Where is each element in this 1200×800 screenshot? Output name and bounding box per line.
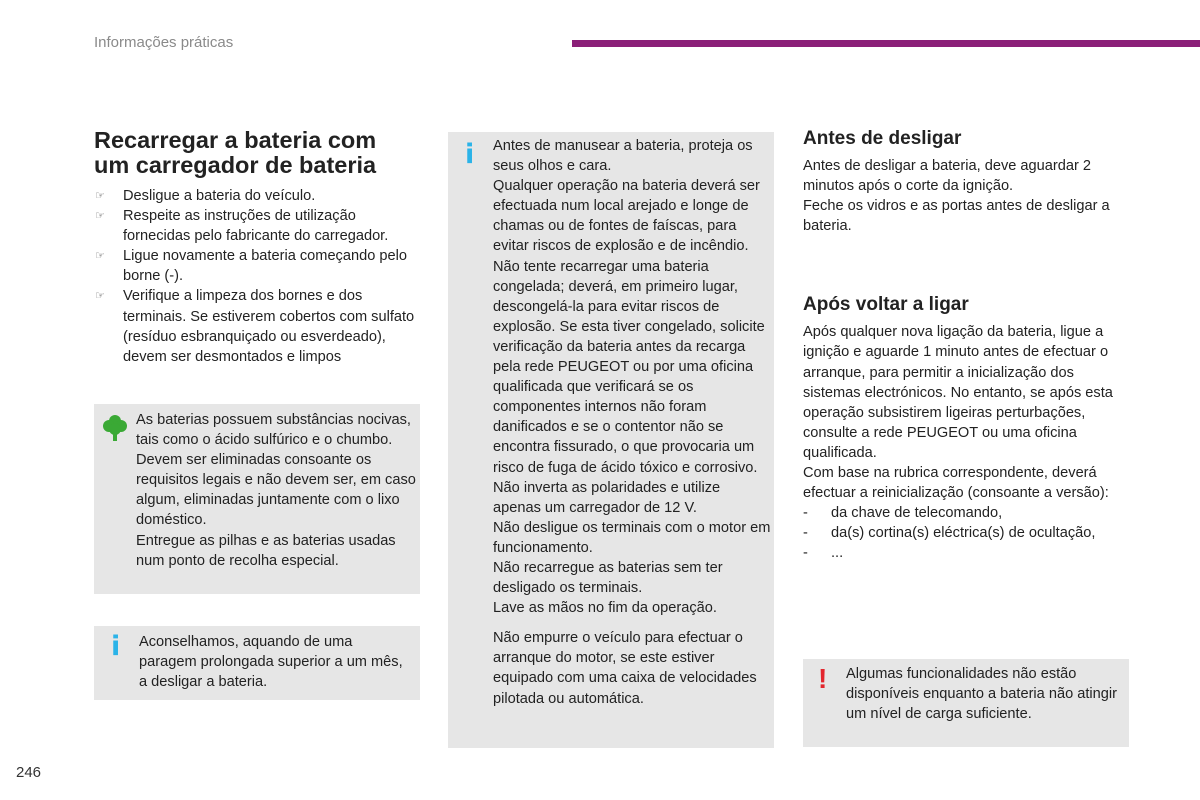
dash-marker: - [803, 505, 808, 522]
header-accent-bar [572, 40, 1200, 47]
safety-paragraph: Não recarregue as baterias sem ter desligado os terminais. [493, 559, 723, 597]
section-label: Informações práticas [94, 34, 234, 51]
list-item [94, 186, 424, 206]
title-line-2: um carregador de bateria [94, 152, 377, 178]
safety-paragraph: Qualquer operação na bateria deverá ser efectuada num local arejado e longe de chamas ou de fontes de faíscas, para evitar riscos de explosão e de incêndio. [493, 178, 760, 255]
safety-paragraph: Não tente recarregar uma bateria congelada; deverá, em primeiro lugar, descongelá-la para evitar riscos de explosão. Se esta tiver congelado, solicite verificação da bateria antes da recarga pela rede PEUGEOT ou por uma oficina qualificada que verificará se os componentes internos não foram danificados e se o contentor não se encontra fissurado, o que provocaria um risco de fuga de ácido tóxico e corrosivo. [493, 258, 765, 476]
safety-paragraph: Lave as mãos no fim da operação. [493, 600, 717, 617]
environment-note-text: As baterias possuem substâncias nocivas, tais como o ácido sulfúrico e o chumbo. Devem ser eliminadas consoante os requisitos legais e não devem ser, em caso algum, eliminadas juntamente com o lixo doméstico. [136, 412, 416, 529]
info-note-box [94, 626, 420, 700]
pointing-hand-icon: ☞ [95, 290, 105, 303]
pointing-hand-icon: ☞ [95, 210, 105, 223]
safety-paragraph: Não desligue os terminais com o motor em funcionamento. [493, 519, 771, 556]
title-line-1: Recarregar a bateria com [94, 127, 377, 153]
list-item-text: Verifique a limpeza dos bornes e dos terminais. Se estiverem cobertos com sulfato (resíduo esbranquiçado ou esverdeado), devem ser desmontados e limpos [123, 288, 415, 365]
pointing-hand-icon: ☞ [95, 190, 105, 202]
section-heading-before-disconnect: Antes de desligar [803, 128, 962, 149]
paragraph: Após qualquer nova ligação da bateria, ligue a ignição e aguarde 1 minuto antes de efectuar o arranque, para permitir a inicialização dos sistemas electrónicos. No entanto, se após esta operação subsistirem ligeiras perturbações, consulte a rede PEUGEOT ou uma oficina qualificada. [803, 324, 1113, 461]
safety-info-box [448, 132, 774, 748]
green-tree-icon [102, 414, 128, 442]
info-note-text: Aconselhamos, aquando de uma paragem prolongada superior a um mês, a desligar a bateria. [139, 634, 403, 691]
list-item-text: da chave de telecomando, [831, 505, 1003, 522]
warning-note-box [803, 659, 1129, 747]
left-column [94, 128, 424, 367]
list-item-text: ... [831, 545, 844, 562]
page-title [94, 128, 424, 178]
list-item-text: Respeite as instruções de utilização fornecidas pelo fabricante do carregador. [123, 208, 389, 245]
environment-note-box [94, 404, 420, 594]
paragraph: Com base na rubrica correspondente, deverá efectuar a reinicialização (consoante a versão): [803, 465, 1109, 502]
exclamation-icon: ! [818, 663, 828, 694]
list-item-text: da(s) cortina(s) eléctrica(s) de ocultação, [831, 525, 1096, 542]
info-icon: i [111, 631, 121, 662]
list-item [803, 523, 1133, 543]
list-item [803, 503, 1133, 523]
section-heading-after-reconnect: Após voltar a ligar [803, 294, 969, 316]
paragraph: Antes de desligar a bateria, deve aguardar 2 minutos após o corte da ignição. [803, 158, 1092, 195]
dash-marker: - [803, 525, 808, 542]
list-item [94, 206, 424, 246]
list-item [94, 246, 424, 286]
environment-note-text: Entregue as pilhas e as baterias usadas num ponto de recolha especial. [136, 532, 396, 569]
reset-list [803, 503, 1133, 563]
warning-note-text: Algumas funcionalidades não estão disponíveis enquanto a bateria não atingir um nível de carga suficiente. [846, 666, 1117, 723]
pointing-hand-icon: ☞ [95, 250, 105, 263]
info-icon: i [465, 139, 475, 170]
dash-marker: - [803, 545, 808, 562]
instruction-list [94, 186, 424, 367]
list-item-text: Ligue novamente a bateria começando pelo borne (-). [123, 248, 407, 285]
safety-paragraph: Antes de manusear a bateria, proteja os seus olhos e cara. [493, 138, 753, 175]
safety-paragraph: Não empurre o veículo para efectuar o arranque do motor, se este estiver equipado com uma caixa de velocidades pilotada ou automática. [493, 630, 757, 707]
list-item [803, 543, 1133, 563]
page-number: 246 [16, 764, 42, 781]
paragraph: Feche os vidros e as portas antes de desligar a bateria. [803, 198, 1110, 235]
safety-paragraph: Não inverta as polaridades e utilize apenas um carregador de 12 V. [493, 479, 721, 516]
list-item-text: Desligue a bateria do veículo. [123, 188, 316, 204]
list-item [94, 286, 424, 366]
right-column [803, 128, 1133, 564]
